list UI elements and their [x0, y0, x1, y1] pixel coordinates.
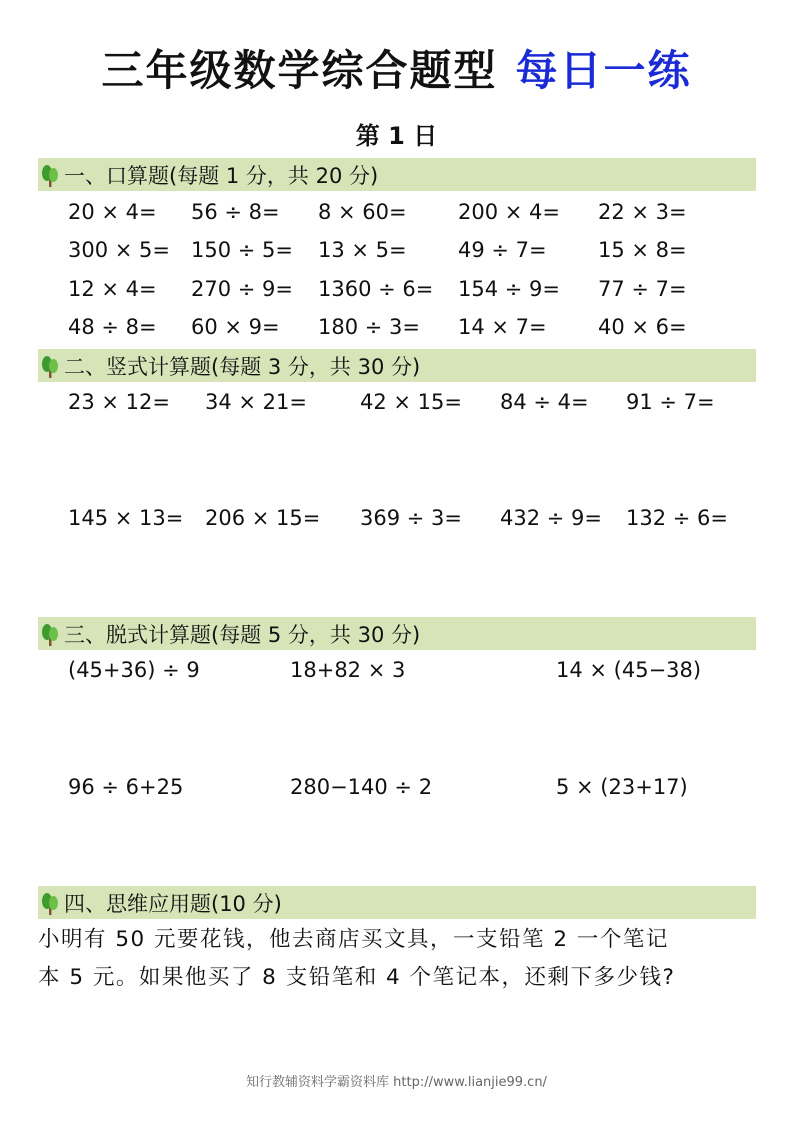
vertical-question: 23 × 12=: [68, 390, 170, 414]
vertical-question: 42 × 15=: [360, 390, 462, 414]
vertical-question: 206 × 15=: [205, 506, 321, 530]
stepwise-question: 280−140 ÷ 2: [290, 775, 433, 799]
oral-question: 40 × 6=: [598, 315, 687, 339]
stepwise-question: 18+82 × 3: [290, 658, 406, 682]
oral-question: 15 × 8=: [598, 238, 687, 262]
oral-question: 154 ÷ 9=: [458, 277, 560, 301]
vertical-question: 91 ÷ 7=: [626, 390, 715, 414]
oral-question: 8 × 60=: [318, 200, 407, 224]
vertical-question: 132 ÷ 6=: [626, 506, 728, 530]
oral-question: 270 ÷ 9=: [191, 277, 293, 301]
stepwise-question: (45+36) ÷ 9: [68, 658, 200, 682]
tree-icon: [40, 162, 60, 188]
vertical-question: 84 ÷ 4=: [500, 390, 589, 414]
word-problem-line: 本 5 元。如果他买了 8 支铅笔和 4 个笔记本，还剩下多少钱?: [38, 965, 676, 990]
section-header-vertical: [38, 349, 756, 382]
word-problem-line: 小明有 50 元要花钱，他去商店买文具，一支铅笔 2 一个笔记: [38, 927, 669, 952]
stepwise-question: 14 × (45−38): [556, 658, 702, 682]
oral-question: 13 × 5=: [318, 238, 407, 262]
section-heading: 三、脱式计算题(每题 5 分，共 30 分): [64, 622, 421, 647]
tree-icon: [40, 353, 60, 379]
oral-question: 14 × 7=: [458, 315, 547, 339]
oral-question: 48 ÷ 8=: [68, 315, 157, 339]
tree-icon: [40, 890, 60, 916]
title-main: 三年级数学综合题型: [101, 46, 498, 95]
oral-question: 20 × 4=: [68, 200, 157, 224]
section-header-stepwise: [38, 617, 756, 650]
oral-question: 49 ÷ 7=: [458, 238, 547, 262]
oral-question: 300 × 5=: [68, 238, 170, 262]
section-header-word-problem: [38, 886, 756, 919]
tree-icon: [40, 621, 60, 647]
oral-question: 150 ÷ 5=: [191, 238, 293, 262]
oral-question: 200 × 4=: [458, 200, 560, 224]
oral-question: 22 × 3=: [598, 200, 687, 224]
page-title: [0, 38, 793, 98]
vertical-question: 432 ÷ 9=: [500, 506, 602, 530]
section-header-oral: [38, 158, 756, 191]
section-heading: 二、竖式计算题(每题 3 分，共 30 分): [64, 354, 421, 379]
footer-watermark: 知行教辅资料学霸资料库 http://www.lianjie99.cn/: [246, 1075, 547, 1090]
day-label: 第 1 日: [355, 122, 438, 150]
oral-question: 1360 ÷ 6=: [318, 277, 434, 301]
section-heading: 一、口算题(每题 1 分，共 20 分): [64, 163, 379, 188]
oral-question: 180 ÷ 3=: [318, 315, 420, 339]
section-heading: 四、思维应用题(10 分): [64, 891, 282, 916]
vertical-question: 145 × 13=: [68, 506, 184, 530]
title-accent: 每日一练: [515, 46, 692, 95]
oral-question: 56 ÷ 8=: [191, 200, 280, 224]
vertical-question: 34 × 21=: [205, 390, 307, 414]
vertical-question: 369 ÷ 3=: [360, 506, 462, 530]
oral-question: 12 × 4=: [68, 277, 157, 301]
oral-question: 77 ÷ 7=: [598, 277, 687, 301]
oral-question: 60 × 9=: [191, 315, 280, 339]
stepwise-question: 96 ÷ 6+25: [68, 775, 184, 799]
stepwise-question: 5 × (23+17): [556, 775, 688, 799]
